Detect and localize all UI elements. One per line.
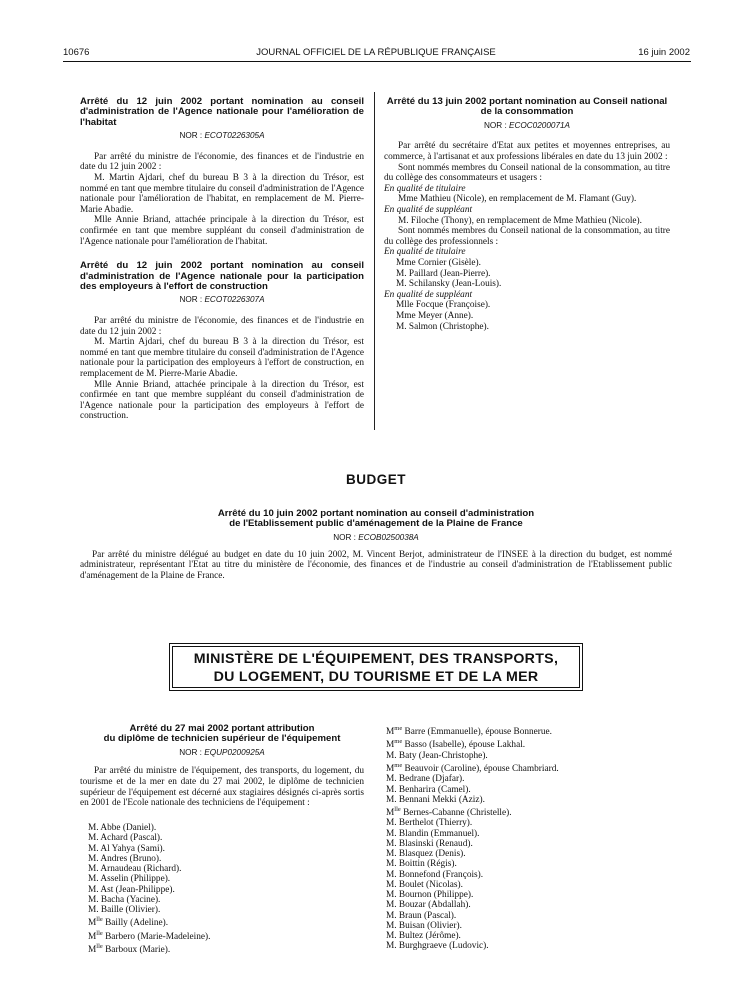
decree-title: Arrêté du 12 juin 2002 portant nomination au conseil d'administration de l'Agence nationale pour la participation des employeurs à l'effort de construction [80, 260, 364, 292]
list-item: M. Paillard (Jean-Pierre). [396, 268, 491, 279]
civility: M. [386, 849, 397, 860]
decree-paragraph: Sont nommés membres du Conseil national de la consommation, au titre du collège des consommateurs et usagers : [384, 162, 670, 184]
graduate-name: Benharira (Camel). [396, 784, 471, 795]
decree-title: Arrêté du 10 juin 2002 portant nomination au conseil d'administration [217, 508, 535, 519]
graduate-name: Braun (Pascal). [396, 910, 457, 921]
civility: M. [386, 818, 397, 829]
graduate-entry [386, 870, 559, 880]
titulaire-list [384, 258, 670, 290]
graduate-entry [386, 880, 559, 890]
graduate-entry [386, 785, 559, 795]
nor-reference: NOR : ECOB0250038A [333, 532, 419, 542]
journal-title: JOURNAL OFFICIEL DE LA RÉPUBLIQUE FRANÇAISE [256, 47, 496, 58]
right-column-top [384, 97, 670, 332]
graduate-entry [88, 905, 210, 915]
list-item: Mme Cornier (Gisèle). [396, 257, 481, 268]
graduate-entry [88, 833, 210, 843]
header-rule [63, 61, 691, 62]
graduate-name: Barboux (Marie). [102, 945, 171, 956]
decree-paragraph: Par arrêté du ministre de l'équipement, des transports, du logement, du tourisme et de la mer en date du 27 mai 2002, le diplôme de technicien supérieur de l'équipement est décerné aux stagiaires désignés ci-après sortis en 2001 de l'Ecole nationale des techniciens de l'équipement : [80, 766, 364, 809]
graduate-name: Basso (Isabelle), épouse Lakhal. [402, 740, 526, 751]
appointment-line: Mme Mathieu (Nicole), en remplacement de M. Flamant (Guy). [398, 194, 637, 205]
civility: M. [386, 910, 397, 921]
civility: M. [88, 864, 99, 874]
civility: M. [88, 823, 99, 833]
graduate-entry [386, 724, 559, 737]
civility: $M^{me}$ [386, 761, 403, 775]
qualite-heading: En qualité de suppléant [384, 204, 473, 215]
graduate-entry [386, 818, 559, 828]
suppleant-list [384, 300, 670, 332]
graduate-name: Blasquez (Denis). [396, 849, 466, 860]
civility: M. [386, 900, 397, 911]
civility: M. [88, 833, 99, 844]
section-heading-budget: BUDGET [346, 472, 406, 487]
nor-reference: NOR : EQUP0200925A [179, 747, 265, 757]
nor-reference: NOR : ECOC0200071A [483, 120, 571, 130]
page-number: 10676 [63, 47, 90, 58]
graduate-name: Beauvoir (Caroline), épouse Chambriard. [402, 764, 559, 775]
graduate-name: Bouzar (Abdallah). [396, 900, 471, 911]
graduate-name: Asselin (Philippe). [98, 874, 171, 885]
graduate-entry [386, 849, 559, 859]
civility: M. [386, 931, 397, 942]
decree-paragraph: Sont nommés membres du Conseil national de la consommation, au titre du collège des professionnels : [384, 226, 670, 247]
issue-date: 16 juin 2002 [638, 47, 690, 58]
ministry-name-line2: DU LOGEMENT, DU TOURISME ET DE LA MER [213, 669, 539, 685]
graduate-name: Bonnefond (François). [396, 869, 484, 880]
civility: M. [386, 920, 397, 931]
civility: M. [88, 874, 99, 885]
decree-paragraph: Mlle Annie Briand, attachée principale à la direction du Trésor, est confirmée en tant que membre suppléant du conseil d'administration de l'Agence nationale pour l'amélioration de l'habitat. [80, 215, 364, 247]
graduate-entry [386, 890, 559, 900]
decree-title: de l'Etablissement public d'aménagement de la Plaine de France [229, 518, 523, 530]
civility: $M^{me}$ [386, 738, 403, 751]
graduate-name: Abbe (Daniel). [98, 823, 157, 833]
graduate-name: Bournon (Philippe). [396, 890, 474, 901]
graduate-name: Buisan (Olivier). [396, 920, 462, 931]
graduate-entry [386, 859, 559, 869]
civility: M. [386, 794, 397, 805]
ministry-banner [172, 646, 580, 688]
civility: M. [386, 750, 397, 761]
graduate-name: Andres (Bruno). [98, 853, 162, 864]
decree-paragraph: Mlle Annie Briand, attachée principale à la direction du Trésor, est confirmée en tant que membre suppléant du conseil d'administration de l'Agence nationale pour la participation des employeurs à l'effort de construction. [80, 379, 364, 422]
civility: $M^{lle}$ [88, 929, 103, 942]
list-item: M. Salmon (Christophe). [396, 321, 489, 332]
civility: M. [386, 879, 397, 890]
civility: M. [386, 941, 397, 952]
qualite-heading: En qualité de suppléant [384, 289, 473, 300]
graduate-list-right [386, 724, 559, 952]
graduate-name: Bacha (Yacine). [98, 894, 161, 905]
nor-reference: NOR : ECOT0226305A [179, 131, 265, 141]
list-item: Mme Meyer (Anne). [396, 310, 474, 321]
graduate-name: Ast (Jean-Philippe). [98, 884, 175, 895]
decree-paragraph: Par arrêté du ministre délégué au budget en date du 10 juin 2002, M. Vincent Berjot, administrateur de l'INSEE à la direction du budget, est nommé administrateur, représentant l'Etat au titre du ministère de l'économie, des finances et de l'industrie au conseil d'administration de l'Etablissement public d'aménagement de la Plaine de France. [80, 549, 672, 581]
graduate-entry [386, 931, 559, 941]
ministry-name-line1: MINISTÈRE DE L'ÉQUIPEMENT, DES TRANSPORTS, [193, 651, 559, 667]
graduate-entry [88, 864, 210, 874]
graduate-entry [386, 737, 559, 750]
list-item: Mlle Focque (Françoise). [396, 300, 491, 311]
decree-paragraph: M. Martin Ajdari, chef du bureau B 3 à la direction du Trésor, est nommé en tant que membre titulaire du conseil d'administration de l'Agence nationale pour l'amélioration de l'habitat, en remplacement de M. Pierre-Marie Abadie. [80, 173, 364, 215]
graduate-entry [88, 823, 210, 833]
decree-title: Arrêté du 27 mai 2002 portant attribution [129, 723, 315, 734]
appointment-line: M. Filoche (Thony), en remplacement de Mme Mathieu (Nicole). [398, 215, 642, 226]
graduate-entry [386, 921, 559, 931]
civility: M. [386, 838, 397, 849]
graduate-name: Barbero (Marie-Madeleine). [102, 931, 211, 942]
graduate-name: Berthelot (Thierry). [396, 818, 473, 829]
graduate-name: Baille (Olivier). [98, 905, 161, 915]
graduate-name: Bultez (Jérôme). [396, 931, 461, 942]
civility: M. [88, 853, 99, 864]
budget-decree [80, 509, 672, 582]
graduate-entry [386, 774, 559, 784]
graduate-name: Blandin (Emmanuel). [396, 828, 480, 839]
graduate-entry [386, 761, 559, 774]
civility: M. [386, 859, 397, 870]
qualite-heading: En qualité de titulaire [384, 247, 466, 258]
graduate-name: Al Yahya (Sami). [98, 843, 165, 854]
civility: $M^{me}$ [386, 725, 403, 738]
civility: M. [88, 905, 99, 915]
civility: M. [88, 894, 99, 905]
decree-paragraph: Par arrêté du secrétaire d'Etat aux petites et moyennes entreprises, au commerce, à l'artisanat et aux professions libérales en date du 13 juin 2002 : [384, 141, 670, 162]
graduate-entry [88, 854, 210, 864]
graduate-name: Barre (Emmanuelle), épouse Bonnerue. [402, 727, 552, 738]
graduate-name: Bailly (Adeline). [102, 918, 169, 929]
graduate-entry [88, 929, 210, 942]
graduate-name: Boulet (Nicolas). [396, 879, 463, 890]
graduate-entry [386, 829, 559, 839]
civility: M. [386, 784, 397, 795]
qualite-heading: En qualité de titulaire [384, 183, 466, 194]
graduate-name: Burghgraeve (Ludovic). [396, 941, 489, 952]
graduate-name: Bernes-Cabanne (Christelle). [400, 808, 512, 819]
graduate-name: Boittin (Régis). [396, 859, 457, 870]
decree-paragraph: Par arrêté du ministre de l'économie, des finances et de l'industrie en date du 12 juin 2002 : [80, 151, 364, 173]
graduate-entry [386, 751, 559, 761]
decree-title: Arrêté du 13 juin 2002 portant nomination au Conseil national de la consommation [386, 96, 668, 118]
graduate-entry [88, 942, 210, 955]
graduate-list-left [88, 823, 210, 955]
graduate-name: Bedrane (Djafar). [396, 774, 465, 785]
graduate-entry [88, 844, 210, 854]
decree-paragraph: Par arrêté du ministre de l'économie, des finances et de l'industrie en date du 12 juin 2002 : [80, 315, 364, 337]
civility: M. [88, 884, 99, 895]
graduate-entry [88, 885, 210, 895]
civility: M. [88, 843, 99, 854]
graduate-entry [88, 915, 210, 928]
decree-title: Arrêté du 12 juin 2002 portant nomination au conseil d'administration de l'Agence nationale pour l'amélioration de l'habitat [80, 96, 364, 128]
diplome-decree [80, 724, 364, 809]
civility: M. [386, 828, 397, 839]
civility: M. [386, 774, 397, 785]
graduate-name: Blasinski (Renaud). [396, 838, 473, 849]
graduate-name: Bennani Mekki (Aziz). [396, 794, 485, 805]
graduate-entry [386, 805, 559, 818]
civility: M. [386, 869, 397, 880]
civility: M. [386, 890, 397, 901]
civility: $M^{lle}$ [88, 916, 103, 929]
civility: $M^{lle}$ [88, 942, 103, 956]
graduate-name: Baty (Jean-Christophe). [396, 750, 488, 761]
graduate-entry [88, 874, 210, 884]
graduate-entry [88, 895, 210, 905]
civility: $M^{lle}$ [386, 806, 401, 819]
column-divider [374, 92, 375, 430]
decree-paragraph: M. Martin Ajdari, chef du bureau B 3 à la direction du Trésor, est nommé en tant que membre titulaire du conseil d'administration de l'Agence nationale pour la participation des employeurs à l'effort de construction, en remplacement de M. Pierre-Marie Abadie. [80, 337, 364, 379]
graduate-entry [386, 839, 559, 849]
decree-title: du diplôme de technicien supérieur de l'équipement [103, 733, 341, 745]
list-item: M. Schilansky (Jean-Louis). [396, 279, 502, 290]
graduate-name: Arnaudeau (Richard). [98, 864, 182, 874]
nor-reference: NOR : ECOT0226307A [179, 295, 265, 305]
graduate-entry [386, 911, 559, 921]
graduate-entry [386, 900, 559, 910]
left-column-top [80, 97, 364, 422]
graduate-name: Achard (Pascal). [98, 833, 163, 844]
graduate-entry [386, 941, 559, 951]
graduate-entry [386, 795, 559, 805]
